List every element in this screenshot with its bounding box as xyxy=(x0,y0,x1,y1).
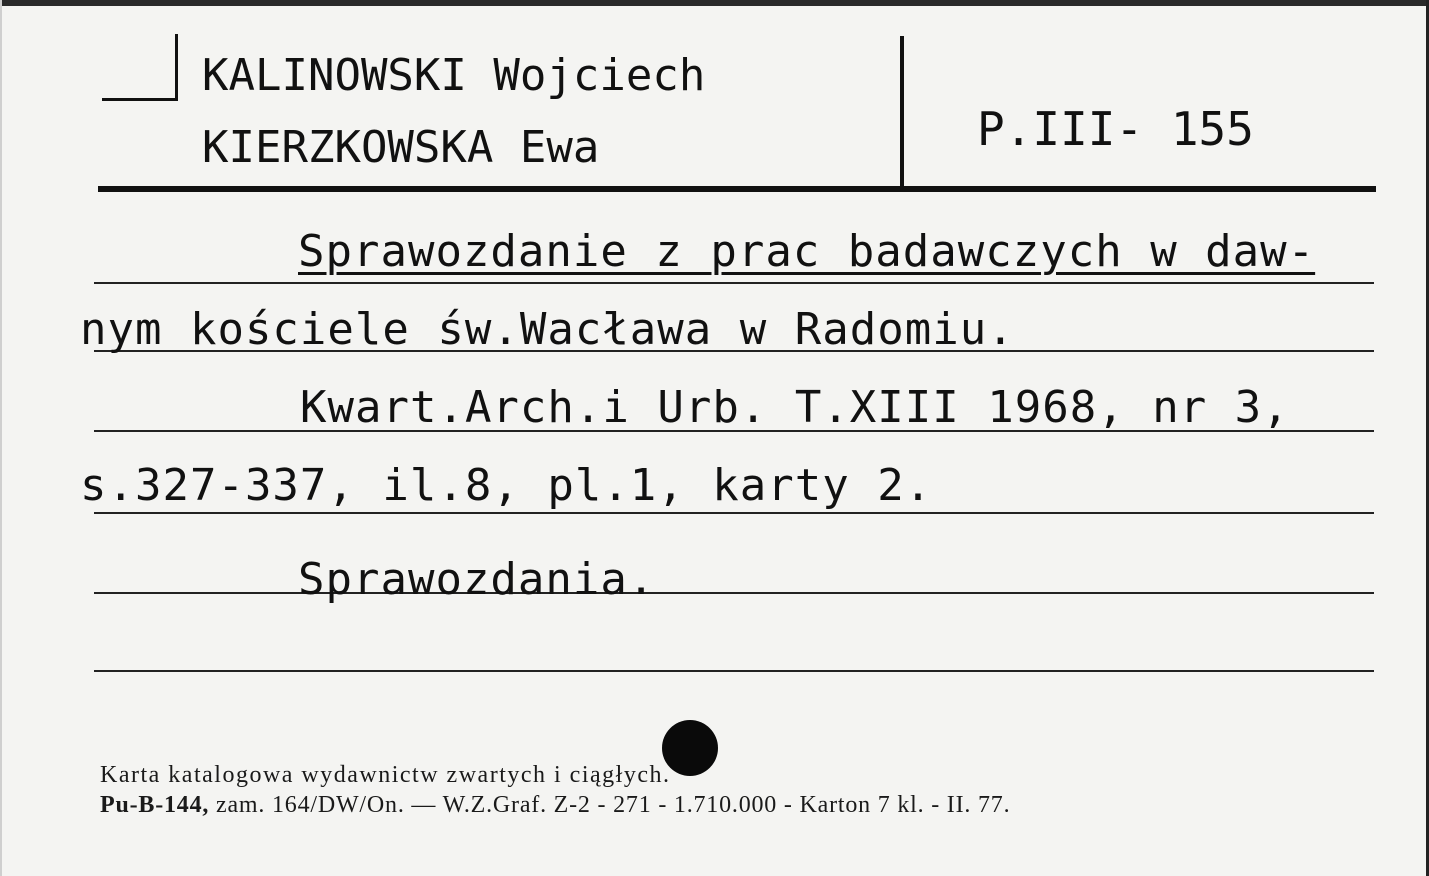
author-bracket-horizontal xyxy=(102,98,178,101)
call-number: P.III- 155 xyxy=(977,102,1254,156)
author-primary: KALINOWSKI Wojciech xyxy=(202,50,706,101)
header-rule xyxy=(98,186,1376,192)
top-edge xyxy=(2,0,1426,6)
source-line-2: s.327-337, il.8, pl.1, karty 2. xyxy=(80,460,933,511)
title-line-1: Sprawozdanie z prac badawczych w daw- xyxy=(298,226,1316,277)
ruled-line xyxy=(94,282,1374,284)
footer-form-code: Pu-B-144, xyxy=(100,792,210,818)
subject-heading: Sprawozdania. xyxy=(298,554,656,605)
ruled-line xyxy=(94,512,1374,514)
header-divider xyxy=(900,36,904,188)
ruled-line xyxy=(94,592,1374,594)
footer-print-details: zam. 164/DW/On. — W.Z.Graf. Z-2 - 271 - 1.710.000 - Karton 7 kl. - II. 77. xyxy=(209,792,1011,818)
author-bracket-vertical xyxy=(175,34,178,100)
author-secondary: KIERZKOWSKA Ewa xyxy=(202,122,600,173)
footer-print-info xyxy=(100,792,1010,819)
ruled-line xyxy=(94,670,1374,672)
title-line-2: nym kościele św.Wacława w Radomiu. xyxy=(80,304,1015,355)
source-line-1: Kwart.Arch.i Urb. T.XIII 1968, nr 3, xyxy=(300,382,1290,433)
footer-card-type: Karta katalogowa wydawnictw zwartych i ciągłych. xyxy=(100,762,671,788)
